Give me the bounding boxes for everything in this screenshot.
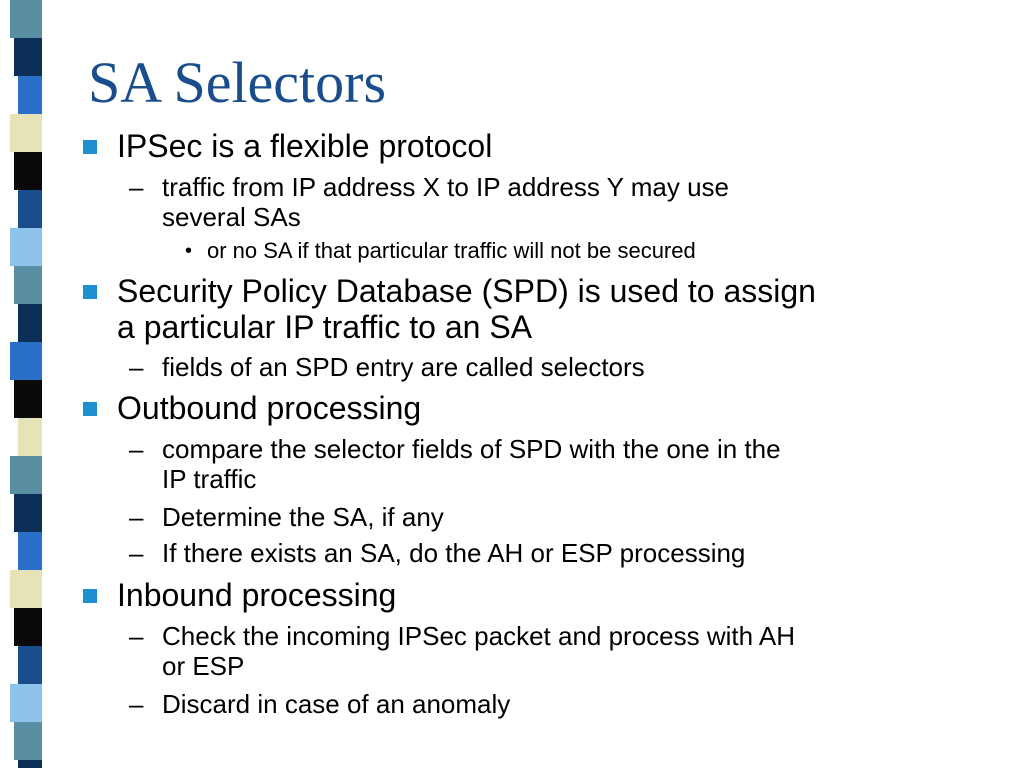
stripe-segment	[10, 114, 42, 152]
sub-bullet-text-continued: several SAs	[162, 202, 301, 232]
bullet-text-continued: a particular IP traffic to an SA	[117, 309, 533, 345]
dash-bullet-icon: –	[129, 172, 144, 202]
bullet-text: IPSec is a flexible protocol	[117, 128, 493, 164]
stripe-segment	[10, 228, 42, 266]
square-bullet-icon	[83, 402, 97, 416]
stripe-segment	[10, 0, 42, 38]
stripe-segment	[10, 570, 42, 608]
bullet-text: Security Policy Database (SPD) is used to assign	[117, 273, 816, 309]
stripe-segment	[14, 38, 42, 76]
dash-bullet-icon: –	[129, 434, 144, 464]
stripe-segment	[14, 608, 42, 646]
sub-bullet-text: fields of an SPD entry are called selectors	[162, 352, 645, 382]
stripe-segment	[14, 494, 42, 532]
stripe-segment	[10, 342, 42, 380]
stripe-segment	[18, 646, 42, 684]
stripe-segment	[14, 266, 42, 304]
sub-bullet-text: Check the incoming IPSec packet and process with AH	[162, 621, 795, 651]
square-bullet-icon	[83, 285, 97, 299]
stripe-segment	[10, 456, 42, 494]
sub-bullet-text: If there exists an SA, do the AH or ESP processing	[162, 538, 746, 568]
bullet-text: Inbound processing	[117, 577, 397, 613]
sub-bullet-text: traffic from IP address X to IP address Y may use	[162, 172, 729, 202]
stripe-segment	[14, 380, 42, 418]
dot-bullet-icon: •	[185, 240, 193, 262]
dash-bullet-icon: –	[129, 352, 144, 382]
sub-bullet-text-continued: IP traffic	[162, 464, 257, 494]
stripe-segment	[18, 304, 42, 342]
dash-bullet-icon: –	[129, 502, 144, 532]
square-bullet-icon	[83, 140, 97, 154]
dash-bullet-icon: –	[129, 621, 144, 651]
bullet-text: Outbound processing	[117, 390, 422, 426]
sub-sub-bullet-text: or no SA if that particular traffic will not be secured	[207, 238, 696, 263]
dash-bullet-icon: –	[129, 689, 144, 719]
stripe-segment	[14, 152, 42, 190]
slide-title: SA Selectors	[88, 50, 387, 115]
sub-bullet-text-continued: or ESP	[162, 651, 245, 681]
decorative-color-stripe	[0, 0, 48, 768]
sub-bullet-text: compare the selector fields of SPD with the one in the	[162, 434, 781, 464]
stripe-segment	[18, 418, 42, 456]
stripe-segment	[18, 760, 42, 768]
stripe-segment	[18, 190, 42, 228]
stripe-segment	[10, 684, 42, 722]
stripe-segment	[14, 722, 42, 760]
square-bullet-icon	[83, 589, 97, 603]
dash-bullet-icon: –	[129, 538, 144, 568]
stripe-segment	[18, 76, 42, 114]
sub-bullet-text: Determine the SA, if any	[162, 502, 444, 532]
stripe-segment	[18, 532, 42, 570]
sub-bullet-text: Discard in case of an anomaly	[162, 689, 511, 719]
